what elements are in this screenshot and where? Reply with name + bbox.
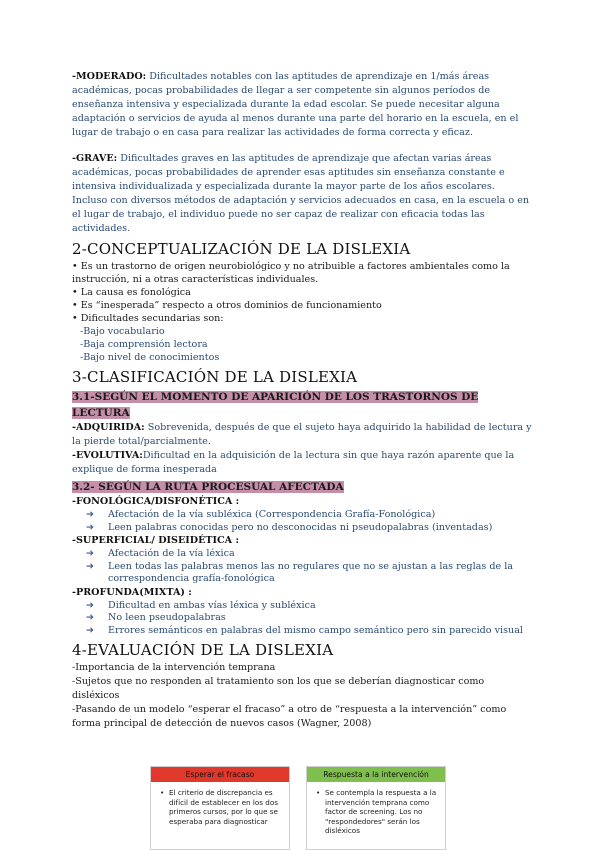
- box-left-text: El criterio de discrepancia es difícil de establecer en los dos primeros cursos, por lo que se esperaba para diagnosticar: [169, 788, 278, 826]
- fonologica-label: -FONOLÓGICA/DISFONÉTICA :: [72, 496, 240, 507]
- profunda-list: [72, 600, 532, 638]
- arrow-item: ➔ Dificultad en ambas vías léxica y subléxica: [86, 599, 316, 611]
- arrow-item: ➔ Afectación de la vía subléxica (Correspondencia Grafía-Fonológica): [86, 509, 436, 520]
- arrow-icon: ➔: [86, 612, 95, 623]
- evolutiva-paragraph: [72, 449, 532, 477]
- box-right-text: Se contempla la respuesta a la intervención temprana como factor de screening. Los no "respondedores" serán los disléxicos: [325, 788, 437, 836]
- adquirida-label: -ADQUIRIDA:: [72, 422, 145, 433]
- profunda-label: -PROFUNDA(MIXTA) :: [72, 586, 192, 598]
- document-page: [72, 70, 532, 731]
- bullet-icon: •: [160, 788, 165, 797]
- arrow-icon: ➔: [86, 509, 95, 520]
- comparison-boxes: [150, 766, 450, 848]
- bullet-item: • La causa es fonológica: [72, 287, 191, 298]
- bullet-item: • Dificultades secundarias son:: [72, 313, 224, 324]
- bullet-item: • Es “inesperada” respecto a otros dominios de funcionamiento: [72, 300, 382, 311]
- arrow-icon: ➔: [86, 521, 95, 533]
- box-respuesta-intervencion: [306, 766, 446, 850]
- box-right-header: Respuesta a la intervención: [307, 767, 445, 782]
- arrow-item: ➔ Leen palabras conocidas pero no desconocidas ni pseudopalabras (inventadas): [86, 521, 493, 533]
- section-2-heading: 2-CONCEPTUALIZACIÓN DE LA DISLEXIA: [72, 240, 411, 258]
- section-2-bullets: [72, 260, 532, 364]
- grave-paragraph: [72, 152, 532, 236]
- grave-label: -GRAVE:: [72, 153, 118, 164]
- adquirida-paragraph: [72, 421, 532, 449]
- evaluation-line: -Sujetos que no responden al tratamiento son los que se deberían diagnosticar como disléxicos: [72, 676, 485, 701]
- evaluation-line: -Importancia de la intervención temprana: [72, 662, 276, 673]
- arrow-item: ➔ Afectación de la vía léxica: [86, 548, 235, 559]
- moderado-label: -MODERADO:: [72, 71, 147, 82]
- bullet-icon: •: [316, 788, 321, 797]
- bullet-item: • Es un trastorno de origen neurobiológico y no atribuible a factores ambientales como la instrucción, ni a otras características individuales.: [72, 261, 510, 285]
- adquirida-text: Sobrevenida, después de que el sujeto haya adquirido la habilidad de lectura y la pierde total/parcialmente.: [72, 422, 532, 447]
- arrow-item: ➔ Errores semánticos en palabras del mismo campo semántico pero sin parecido visual: [86, 624, 523, 636]
- secondary-item: -Baja comprensión lectora: [80, 339, 208, 350]
- section-4-heading: 4-EVALUACIÓN DE LA DISLEXIA: [72, 641, 334, 659]
- subsection-3-2-heading: 3.2- SEGÚN LA RUTA PROCESUAL AFECTADA: [72, 481, 344, 493]
- box-left-body: [151, 782, 289, 826]
- section-3-heading: 3-CLASIFICACIÓN DE LA DISLEXIA: [72, 368, 358, 386]
- evolutiva-label: -EVOLUTIVA:: [72, 450, 143, 461]
- grave-text: Dificultades graves en las aptitudes de aprendizaje que afectan varias áreas académicas, pocas probabilidades de aprender esas aptitudes sin enseñanza constante e intensiva individualizada y especializada durante la mayor parte de los años escolares. Incluso con diversos métodos de adaptación y servicios adecuados en casa, en la escuela o en el lugar de trabajo, el individuo puede no ser capaz de realizar con eficacia todas las actividades.: [72, 153, 530, 234]
- secondary-item: -Bajo vocabulario: [80, 326, 165, 337]
- arrow-item: ➔ No leen pseudopalabras: [86, 612, 226, 623]
- subsection-3-1-heading: 3.1-SEGÚN EL MOMENTO DE APARICIÓN DE LOS TRASTORNOS DE LECTURA: [72, 391, 479, 419]
- secondary-item: -Bajo nivel de conocimientos: [80, 352, 220, 363]
- fonologica-list: [72, 509, 532, 534]
- arrow-icon: ➔: [86, 560, 95, 572]
- evolutiva-text: Dificultad en la adquisición de la lectura sin que haya razón aparente que la explique de forma inesperada: [72, 450, 515, 475]
- arrow-icon: ➔: [86, 599, 95, 611]
- subsection-3-2-wrap: [72, 478, 532, 494]
- superficial-list: [72, 548, 532, 586]
- box-left-header: Esperar el fracaso: [151, 767, 289, 782]
- box-right-body: [307, 782, 445, 836]
- evaluation-line: -Pasando de un modelo “esperar el fracaso” a otro de “respuesta a la intervención” como forma principal de detección de nuevos casos (Wagner, 2008): [72, 704, 507, 729]
- moderado-text: Dificultades notables con las aptitudes de aprendizaje en 1/más áreas académicas, pocas probabilidades de llegar a ser competente sin algunos períodos de enseñanza intensiva y especializada durante la edad escolar. Se puede necesitar alguna adaptación o servicios de ayuda al menos durante una parte del horario en la escuela, en el lugar de trabajo o en casa para realizar las actividades de forma correcta y eficaz.: [72, 71, 519, 138]
- arrow-item: ➔ Leen todas las palabras menos las no regulares que no se ajustan a las reglas de la correspondencia grafía-fonológica: [86, 560, 513, 584]
- superficial-label: -SUPERFICIAL/ DISEIDÉTICA :: [72, 535, 239, 546]
- box-esperar-fracaso: [150, 766, 290, 850]
- arrow-icon: ➔: [86, 624, 95, 636]
- moderado-paragraph: [72, 70, 532, 140]
- subsection-3-1-wrap: [72, 388, 532, 420]
- arrow-icon: ➔: [86, 548, 95, 559]
